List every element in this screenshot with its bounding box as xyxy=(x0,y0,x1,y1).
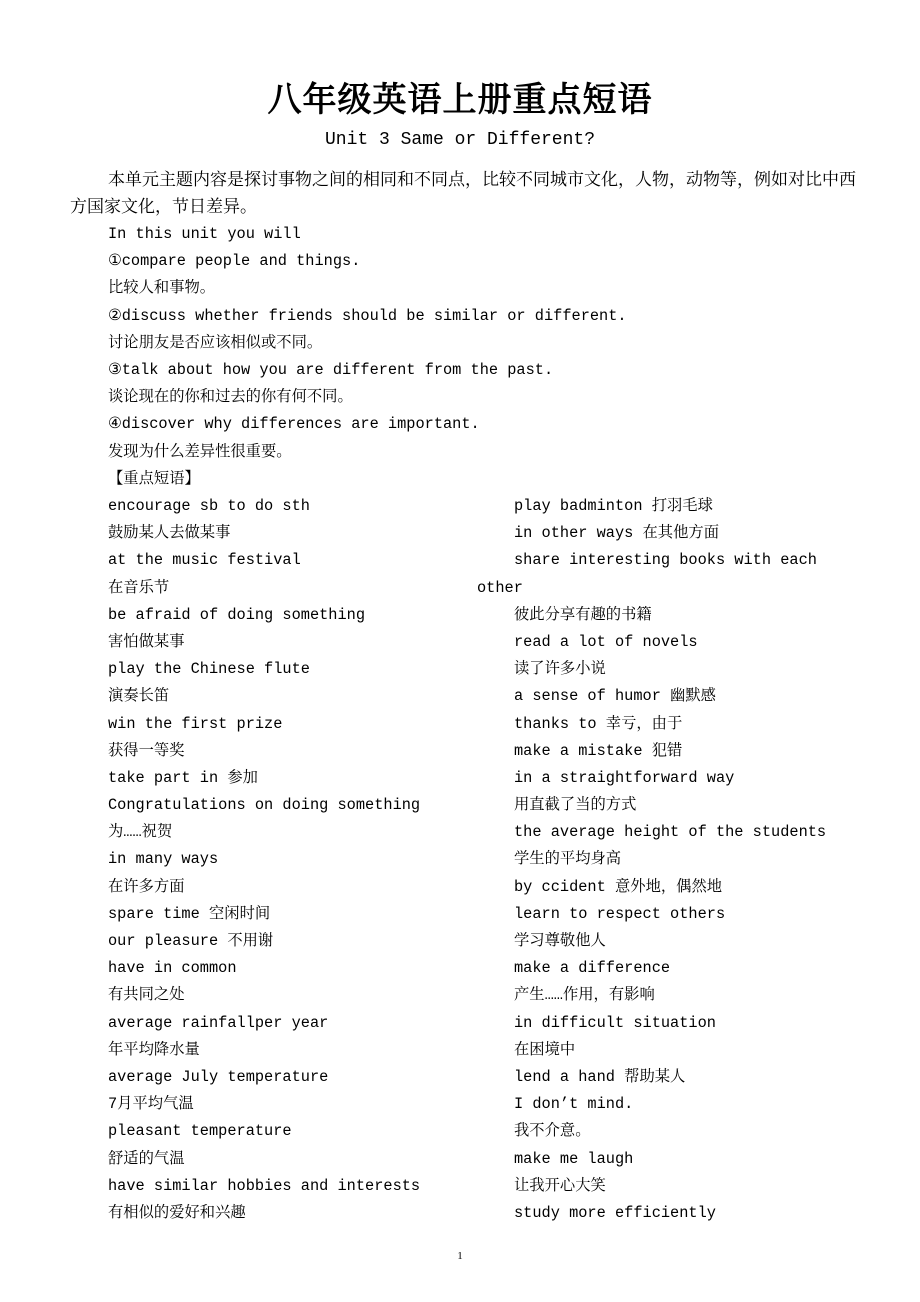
phrase-line: have similar hobbies and interests xyxy=(108,1176,421,1195)
phrase-line: make a difference xyxy=(514,959,671,978)
phrase-line: learn to respect others xyxy=(514,904,726,923)
phrase-line: 彼此分享有趣的书籍 xyxy=(514,605,652,624)
phrase-line: lend a hand 帮助某人 xyxy=(514,1067,686,1086)
phrase-line: 获得一等奖 xyxy=(108,741,185,760)
objective-line: 【重点短语】 xyxy=(108,469,200,488)
phrase-column-right xyxy=(477,493,874,1227)
phrase-line: average July temperature xyxy=(108,1067,329,1086)
phrase-line: be afraid of doing something xyxy=(108,605,366,624)
objective-line: 讨论朋友是否应该相似或不同。 xyxy=(108,333,323,352)
intro-paragraph: 本单元主题内容是探讨事物之间的相同和不同点，比较不同城市文化，人物，动物等，例如对比中西方国家文化，节日差异。 xyxy=(70,170,856,218)
phrase-line: at the music festival xyxy=(108,551,301,570)
phrase-line: make me laugh xyxy=(514,1149,634,1168)
phrase-line: have in common xyxy=(108,959,237,978)
phrase-line: 舒适的气温 xyxy=(108,1149,185,1168)
phrase-line: spare time 空闲时间 xyxy=(108,904,271,923)
phrase-line: thanks to 幸亏，由于 xyxy=(514,714,683,733)
objective-line: 比较人和事物。 xyxy=(108,279,216,298)
phrase-line: in difficult situation xyxy=(514,1013,716,1032)
objective-line: ④discover why differences are important. xyxy=(108,415,480,434)
phrase-line: 我不介意。 xyxy=(514,1122,591,1141)
phrase-line: encourage sb to do sth xyxy=(108,497,310,515)
objective-line: ③talk about how you are different from the past. xyxy=(108,360,554,379)
objective-line: 发现为什么差异性很重要。 xyxy=(108,442,292,461)
objective-line: ①compare people and things. xyxy=(108,252,361,271)
phrase-line: average rainfallper year xyxy=(108,1013,329,1032)
phrase-line: play the Chinese flute xyxy=(108,660,310,679)
phrase-line: in other ways 在其他方面 xyxy=(514,524,719,543)
objective-line: ②discuss whether friends should be similar or different. xyxy=(108,306,627,325)
phrase-line: by ccident 意外地，偶然地 xyxy=(514,877,723,896)
phrase-line: pleasant temperature xyxy=(108,1122,292,1141)
page-title: 八年级英语上册重点短语 xyxy=(267,80,653,120)
phrase-line: 在许多方面 xyxy=(108,877,185,896)
phrase-line: Congratulations on doing something xyxy=(108,796,421,815)
phrase-line: 读了许多小说 xyxy=(514,660,606,679)
phrase-line: 在困境中 xyxy=(514,1040,576,1059)
phrase-line: the average height of the students xyxy=(514,823,827,842)
phrase-line: 学生的平均身高 xyxy=(514,850,622,869)
phrase-line: a sense of humor 幽默感 xyxy=(514,687,716,706)
phrase-line: 用直截了当的方式 xyxy=(514,796,637,815)
phrase-line: win the first prize xyxy=(108,714,283,733)
phrase-line: 害怕做某事 xyxy=(108,632,185,651)
phrase-line: read a lot of novels xyxy=(514,632,698,651)
phrase-line: our pleasure 不用谢 xyxy=(108,932,274,950)
phrase-line: take part in 参加 xyxy=(108,768,258,787)
phrase-line: 鼓励某人去做某事 xyxy=(108,524,231,543)
phrase-column-left xyxy=(108,493,488,1227)
page-number: 1 xyxy=(457,1250,463,1262)
phrase-line: 为……祝贺 xyxy=(108,823,173,842)
phrase-line: play badminton 打羽毛球 xyxy=(514,497,713,515)
phrase-line: make a mistake 犯错 xyxy=(514,741,683,760)
phrase-line: share interesting books with each xyxy=(514,551,817,570)
phrase-line: 产生……作用，有影响 xyxy=(514,986,655,1005)
phrase-line: study more efficiently xyxy=(514,1203,716,1222)
objective-line: 谈论现在的你和过去的你有何不同。 xyxy=(108,388,353,407)
phrase-line: 在音乐节 xyxy=(108,578,170,597)
phrase-line: 让我开心大笑 xyxy=(514,1176,606,1195)
phrase-line: 演奏长笛 xyxy=(108,687,170,706)
phrase-line: 7月平均气温 xyxy=(108,1095,194,1114)
phrase-line: 年平均降水量 xyxy=(108,1040,200,1059)
phrase-line: 有共同之处 xyxy=(108,986,185,1005)
phrase-line: in a straightforward way xyxy=(514,768,735,787)
objective-line: In this unit you will xyxy=(108,225,301,243)
phrase-line: 有相似的爱好和兴趣 xyxy=(108,1203,246,1222)
phrase-line: other xyxy=(477,578,523,597)
phrase-line: 学习尊敬他人 xyxy=(514,932,606,950)
objectives-list xyxy=(108,221,868,493)
unit-subtitle: Unit 3 Same or Different? xyxy=(324,130,596,150)
phrase-line: in many ways xyxy=(108,850,219,869)
phrase-line: I don’t mind. xyxy=(514,1095,634,1114)
